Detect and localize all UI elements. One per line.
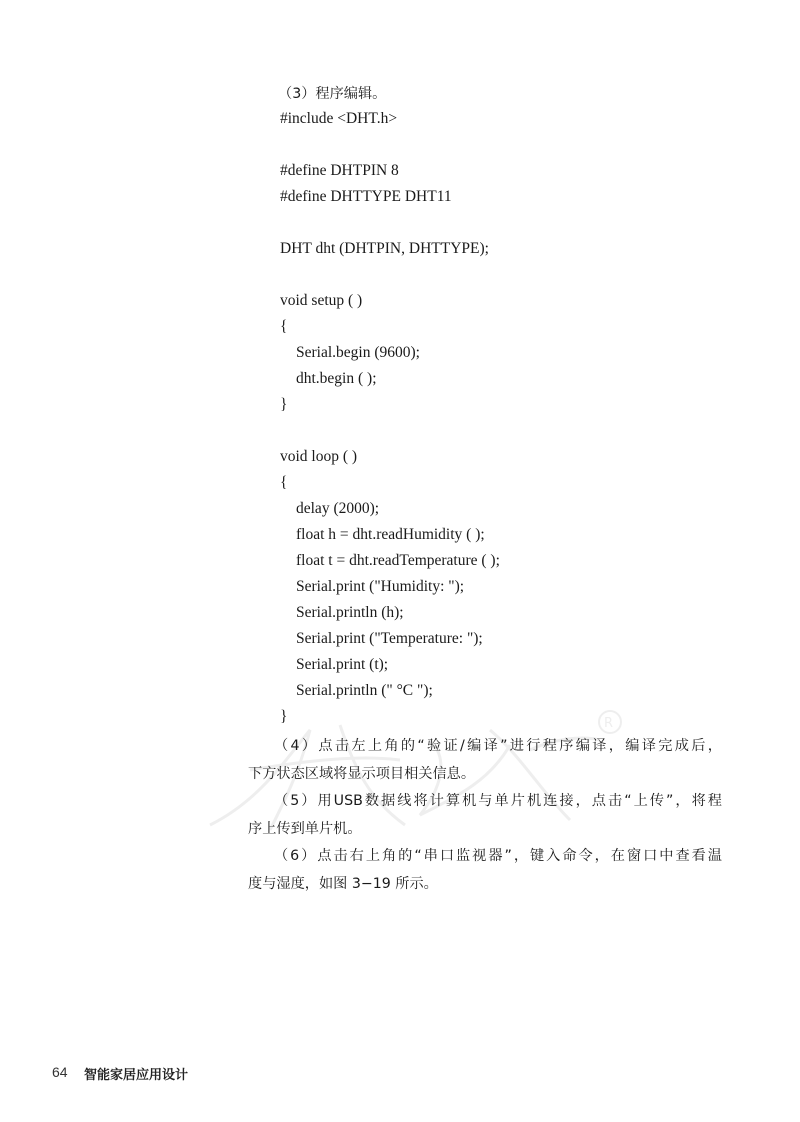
running-footer-title: 智能家居应用设计 [84, 1068, 189, 1083]
code-dht-begin: dht.begin ( ); [296, 370, 377, 387]
code-loop-signature: void loop ( ) [280, 448, 358, 465]
step6-line2: 度与湿度，如图 3−19 所示。 [248, 876, 438, 892]
code-setup-close-brace: } [280, 396, 288, 413]
code-define-pin: #define DHTPIN 8 [280, 162, 399, 179]
code-serial-begin: Serial.begin (9600); [296, 344, 420, 361]
code-float-t: float t = dht.readTemperature ( ); [296, 552, 500, 569]
code-loop-close-brace: } [280, 708, 288, 725]
step3-title: （3）程序编辑。 [278, 86, 387, 102]
step5-line1: （5）用USB数据线将计算机与单片机连接，点击“上传”，将程 [274, 793, 722, 809]
code-println-h: Serial.println (h); [296, 604, 404, 621]
code-print-humidity: Serial.print ("Humidity: "); [296, 578, 465, 595]
step6-line1: （6）点击右上角的“串口监视器”，键入命令，在窗口中查看温 [274, 848, 722, 864]
code-print-t: Serial.print (t); [296, 656, 389, 673]
code-setup-signature: void setup ( ) [280, 292, 363, 309]
step4-line1: （4）点击左上角的“验证/编译”进行程序编译，编译完成后， [274, 738, 722, 754]
page-number: 64 [52, 1064, 68, 1080]
code-print-temperature: Serial.print ("Temperature: "); [296, 630, 483, 647]
code-include: #include <DHT.h> [280, 110, 398, 127]
code-dht-object: DHT dht (DHTPIN, DHTTYPE); [280, 240, 489, 257]
svg-text:R: R [604, 716, 614, 731]
code-define-type: #define DHTTYPE DHT11 [280, 188, 452, 205]
code-println-celsius: Serial.println (" °C "); [296, 682, 433, 699]
code-delay: delay (2000); [296, 500, 380, 517]
step5-line2: 序上传到单片机。 [248, 821, 362, 837]
code-setup-open-brace: { [280, 318, 288, 335]
step4-line2: 下方状态区域将显示项目相关信息。 [248, 766, 476, 782]
code-loop-open-brace: { [280, 474, 288, 491]
code-float-h: float h = dht.readHumidity ( ); [296, 526, 485, 543]
